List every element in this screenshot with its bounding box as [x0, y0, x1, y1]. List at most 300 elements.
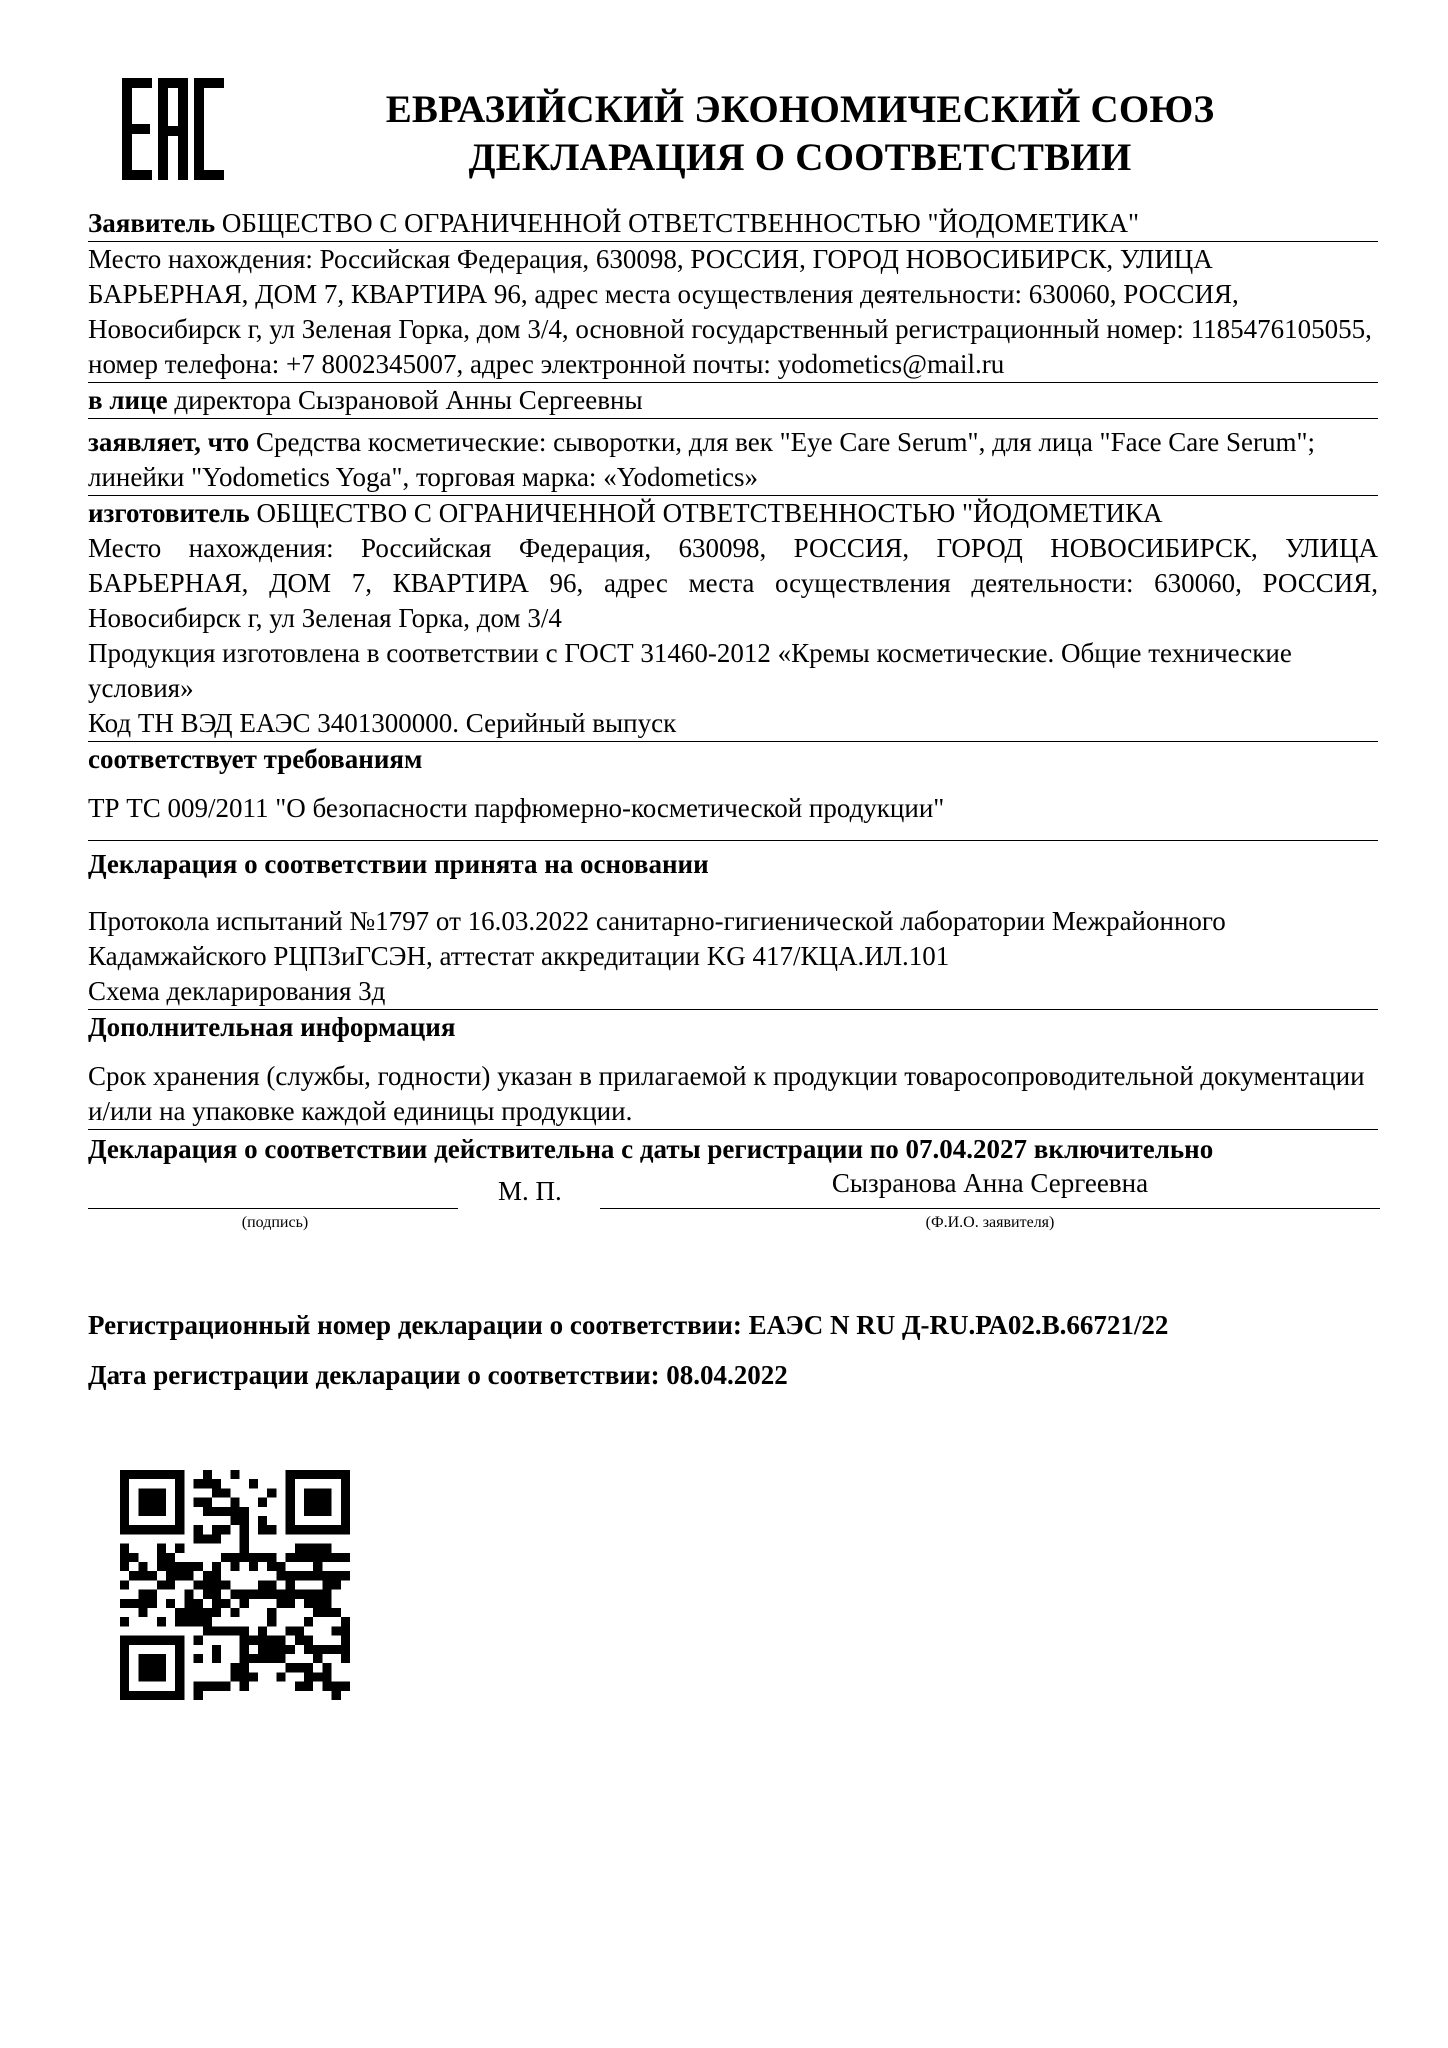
- qr-module: [313, 1599, 322, 1608]
- qr-module: [175, 1663, 184, 1672]
- qr-module: [203, 1479, 212, 1488]
- qr-module: [148, 1525, 157, 1534]
- qr-module: [157, 1663, 166, 1672]
- qr-module: [267, 1636, 276, 1645]
- qr-module: [313, 1488, 322, 1497]
- qr-module: [240, 1516, 249, 1525]
- qr-module: [148, 1470, 157, 1479]
- qr-module: [194, 1479, 203, 1488]
- qr-module: [175, 1562, 184, 1571]
- applicant-name-row: [88, 206, 1378, 242]
- qr-module: [120, 1580, 129, 1589]
- qr-module: [148, 1672, 157, 1681]
- qr-code: [120, 1470, 350, 1700]
- qr-module: [341, 1654, 350, 1663]
- qr-module: [295, 1636, 304, 1645]
- qr-module: [129, 1691, 138, 1700]
- applicant-label: Заявитель: [88, 208, 216, 238]
- qr-module: [148, 1599, 157, 1608]
- qr-module: [286, 1507, 295, 1516]
- qr-module: [221, 1507, 230, 1516]
- qr-module: [194, 1498, 203, 1507]
- qr-module: [322, 1544, 331, 1553]
- basis-label-text: Декларация о соответствии принята на основании: [88, 849, 709, 879]
- qr-module: [138, 1562, 147, 1571]
- qr-module: [184, 1562, 193, 1571]
- qr-module: [313, 1654, 322, 1663]
- qr-module: [304, 1590, 313, 1599]
- qr-module: [240, 1626, 249, 1635]
- qr-module: [221, 1626, 230, 1635]
- qr-module: [157, 1617, 166, 1626]
- qr-module: [221, 1553, 230, 1562]
- qr-module: [157, 1562, 166, 1571]
- qr-module: [175, 1488, 184, 1497]
- qr-module: [175, 1654, 184, 1663]
- qr-module: [230, 1516, 239, 1525]
- qr-module: [240, 1663, 249, 1672]
- manufacturer-name-row: [88, 496, 1378, 531]
- qr-module: [249, 1672, 258, 1681]
- qr-module: [194, 1580, 203, 1589]
- basis-label: [88, 847, 1378, 882]
- qr-module: [175, 1645, 184, 1654]
- qr-module: [332, 1682, 341, 1691]
- qr-module: [230, 1590, 239, 1599]
- qr-module: [267, 1645, 276, 1654]
- qr-module: [341, 1571, 350, 1580]
- applicant-name: ОБЩЕСТВО С ОГРАНИЧЕННОЙ ОТВЕТСТВЕННОСТЬЮ "ЙОДОМЕТИКА": [221, 208, 1140, 238]
- qr-module: [212, 1488, 221, 1497]
- qr-module: [267, 1590, 276, 1599]
- qr-module: [341, 1507, 350, 1516]
- qr-module: [166, 1691, 175, 1700]
- manufacturer-address: Место нахождения: Российская Федерация, 630098, РОССИЯ, ГОРОД НОВОСИБИРСК, УЛИЦА БАРЬЕРНАЯ, ДОМ 7, КВАРТИРА 96, адрес места осуществления деятельности: 630060, РОССИЯ, Новосибирск г, ул Зеленая Горка, дом 3/4: [88, 533, 1378, 633]
- qr-module: [230, 1507, 239, 1516]
- qr-module: [304, 1682, 313, 1691]
- represented-by-row: [88, 383, 1378, 419]
- qr-module: [295, 1553, 304, 1562]
- qr-module: [267, 1580, 276, 1589]
- qr-module: [194, 1617, 203, 1626]
- qr-module: [194, 1608, 203, 1617]
- qr-module: [120, 1507, 129, 1516]
- qr-module: [267, 1525, 276, 1534]
- qr-module: [120, 1525, 129, 1534]
- validity-statement: Декларация о соответствии действительна с даты регистрации по 07.04.2027 включительно: [88, 1134, 1214, 1164]
- qr-module: [138, 1599, 147, 1608]
- qr-module: [120, 1672, 129, 1681]
- qr-module: [286, 1525, 295, 1534]
- qr-module: [304, 1507, 313, 1516]
- qr-module: [267, 1562, 276, 1571]
- qr-module: [304, 1663, 313, 1672]
- qr-module: [221, 1488, 230, 1497]
- qr-module: [194, 1599, 203, 1608]
- qr-module: [249, 1636, 258, 1645]
- qr-module: [313, 1470, 322, 1479]
- requirements-label-text: соответствует требованиям: [88, 744, 423, 774]
- qr-module: [166, 1470, 175, 1479]
- qr-module: [304, 1617, 313, 1626]
- requirements-label: [88, 742, 1378, 777]
- qr-module: [258, 1553, 267, 1562]
- qr-module: [175, 1636, 184, 1645]
- qr-module: [258, 1590, 267, 1599]
- qr-module: [332, 1525, 341, 1534]
- qr-module: [194, 1534, 203, 1543]
- title-line-2: ДЕКЛАРАЦИЯ О СООТВЕТСТВИИ: [468, 136, 1132, 179]
- requirements-text: ТР ТС 009/2011 "О безопасности парфюмерно-косметической продукции": [88, 791, 1378, 841]
- qr-module: [184, 1590, 193, 1599]
- qr-module: [313, 1590, 322, 1599]
- qr-module: [295, 1682, 304, 1691]
- qr-module: [249, 1654, 258, 1663]
- qr-module: [175, 1507, 184, 1516]
- qr-module: [267, 1553, 276, 1562]
- qr-module: [138, 1691, 147, 1700]
- qr-module: [148, 1488, 157, 1497]
- qr-module: [240, 1590, 249, 1599]
- qr-module: [304, 1571, 313, 1580]
- qr-module: [203, 1507, 212, 1516]
- qr-module: [221, 1580, 230, 1589]
- qr-module: [157, 1654, 166, 1663]
- qr-module: [194, 1691, 203, 1700]
- qr-module: [286, 1516, 295, 1525]
- registration-date: Дата регистрации декларации о соответствии: 08.04.2022: [88, 1360, 788, 1390]
- qr-module: [175, 1571, 184, 1580]
- qr-module: [157, 1636, 166, 1645]
- qr-module: [322, 1663, 331, 1672]
- applicant-address-text: Место нахождения: Российская Федерация, 630098, РОССИЯ, ГОРОД НОВОСИБИРСК, УЛИЦА БАРЬЕРНАЯ, ДОМ 7, КВАРТИРА 96, адрес места осуществления деятельности: 630060, РОССИЯ, Новосибирск г, ул Зеленая Горка, дом 3/4, основной государственный регистрационный номер: 1185476105055, номер телефона: +7 8002345007, адрес электронной почты: yodometics@mail.ru: [88, 244, 1372, 379]
- qr-module: [341, 1553, 350, 1562]
- qr-module: [267, 1617, 276, 1626]
- qr-module: [203, 1608, 212, 1617]
- qr-module: [313, 1544, 322, 1553]
- qr-module: [203, 1626, 212, 1635]
- qr-module: [286, 1599, 295, 1608]
- qr-module: [138, 1488, 147, 1497]
- qr-module: [286, 1553, 295, 1562]
- qr-module: [129, 1636, 138, 1645]
- qr-module: [157, 1498, 166, 1507]
- qr-module: [175, 1617, 184, 1626]
- qr-module: [157, 1672, 166, 1681]
- qr-module: [138, 1663, 147, 1672]
- qr-module: [157, 1580, 166, 1589]
- qr-module: [313, 1672, 322, 1681]
- qr-module: [166, 1553, 175, 1562]
- qr-module: [341, 1470, 350, 1479]
- qr-module: [322, 1470, 331, 1479]
- qr-module: [304, 1672, 313, 1681]
- qr-module: [240, 1525, 249, 1534]
- qr-module: [304, 1645, 313, 1654]
- qr-module: [138, 1498, 147, 1507]
- document-title: [270, 86, 1330, 182]
- qr-module: [138, 1636, 147, 1645]
- qr-module: [175, 1608, 184, 1617]
- qr-module: [184, 1617, 193, 1626]
- qr-module: [286, 1645, 295, 1654]
- qr-module: [166, 1636, 175, 1645]
- applicant-address: [88, 242, 1378, 383]
- qr-module: [203, 1580, 212, 1589]
- qr-module: [258, 1516, 267, 1525]
- manufacturer-code: Код ТН ВЭД ЕАЭС 3401300000. Серийный выпуск: [88, 708, 677, 738]
- qr-module: [166, 1571, 175, 1580]
- qr-module: [212, 1534, 221, 1543]
- qr-module: [341, 1525, 350, 1534]
- declares-text: Средства косметические: сыворотки, для век "Eye Care Serum", для лица "Face Care Serum"; линейки "Yodometics Yoga", торговая марка: «Yodometics»: [88, 427, 1316, 492]
- qr-module: [120, 1553, 129, 1562]
- qr-module: [322, 1599, 331, 1608]
- qr-module: [175, 1672, 184, 1681]
- basis-text: Протокола испытаний №1797 от 16.03.2022 санитарно-гигиенической лаборатории Межрайонного Кадамжайского РЦПЗиГСЭН, аттестат аккредитации KG 417/КЦА.ИЛ.101: [88, 906, 1226, 971]
- manufacturer-label: изготовитель: [88, 498, 250, 528]
- qr-module: [230, 1470, 239, 1479]
- qr-module: [258, 1636, 267, 1645]
- qr-module: [212, 1571, 221, 1580]
- qr-module: [212, 1525, 221, 1534]
- qr-module: [138, 1507, 147, 1516]
- qr-module: [322, 1682, 331, 1691]
- qr-module: [212, 1580, 221, 1589]
- qr-module: [194, 1682, 203, 1691]
- qr-module: [258, 1580, 267, 1589]
- qr-module: [175, 1498, 184, 1507]
- qr-module: [332, 1608, 341, 1617]
- qr-module: [276, 1599, 285, 1608]
- qr-module: [175, 1470, 184, 1479]
- qr-module: [276, 1672, 285, 1681]
- qr-module: [313, 1562, 322, 1571]
- qr-module: [184, 1608, 193, 1617]
- qr-module: [286, 1663, 295, 1672]
- qr-module: [203, 1470, 212, 1479]
- qr-module: [322, 1580, 331, 1589]
- qr-module: [249, 1562, 258, 1571]
- manufacturer-section: [88, 496, 1378, 742]
- qr-module: [304, 1498, 313, 1507]
- qr-module: [203, 1617, 212, 1626]
- qr-module: [332, 1626, 341, 1635]
- qr-module: [332, 1553, 341, 1562]
- qr-module: [175, 1525, 184, 1534]
- additional-label: [88, 1010, 1378, 1045]
- qr-module: [148, 1654, 157, 1663]
- qr-module: [212, 1590, 221, 1599]
- qr-module: [341, 1488, 350, 1497]
- qr-module: [148, 1507, 157, 1516]
- qr-module: [304, 1553, 313, 1562]
- qr-module: [166, 1562, 175, 1571]
- qr-module: [184, 1599, 193, 1608]
- qr-module: [148, 1691, 157, 1700]
- qr-module: [129, 1553, 138, 1562]
- qr-module: [341, 1645, 350, 1654]
- qr-module: [148, 1571, 157, 1580]
- qr-module: [120, 1599, 129, 1608]
- qr-module: [221, 1525, 230, 1534]
- qr-module: [332, 1580, 341, 1589]
- qr-module: [120, 1654, 129, 1663]
- qr-module: [221, 1599, 230, 1608]
- qr-module: [184, 1571, 193, 1580]
- qr-module: [322, 1590, 331, 1599]
- qr-module: [249, 1479, 258, 1488]
- qr-module: [157, 1691, 166, 1700]
- qr-module: [295, 1470, 304, 1479]
- qr-module: [212, 1654, 221, 1663]
- qr-module: [166, 1599, 175, 1608]
- signature-line: [88, 1208, 458, 1209]
- qr-module: [332, 1645, 341, 1654]
- qr-module: [322, 1507, 331, 1516]
- qr-module: [240, 1507, 249, 1516]
- qr-module: [138, 1590, 147, 1599]
- eac-logo: [122, 78, 224, 180]
- qr-module: [175, 1479, 184, 1488]
- qr-module: [138, 1672, 147, 1681]
- represented-by-label: в лице: [88, 385, 168, 415]
- qr-module: [212, 1645, 221, 1654]
- qr-module: [230, 1672, 239, 1681]
- name-line: [600, 1208, 1380, 1209]
- signatory-name: Сызранова Анна Сергеевна: [831, 1168, 1149, 1198]
- qr-module: [203, 1534, 212, 1543]
- qr-module: [120, 1663, 129, 1672]
- qr-module: [240, 1534, 249, 1543]
- qr-module: [120, 1544, 129, 1553]
- qr-module: [240, 1599, 249, 1608]
- qr-module: [129, 1470, 138, 1479]
- qr-module: [240, 1654, 249, 1663]
- qr-module: [304, 1599, 313, 1608]
- additional-label-text: Дополнительная информация: [88, 1012, 456, 1042]
- qr-module: [129, 1571, 138, 1580]
- qr-module: [322, 1498, 331, 1507]
- qr-module: [286, 1498, 295, 1507]
- qr-module: [212, 1599, 221, 1608]
- qr-module: [148, 1636, 157, 1645]
- qr-module: [203, 1590, 212, 1599]
- qr-module: [120, 1691, 129, 1700]
- qr-module: [120, 1562, 129, 1571]
- qr-module: [341, 1636, 350, 1645]
- qr-module: [286, 1580, 295, 1589]
- qr-module: [249, 1590, 258, 1599]
- registration-number: Регистрационный номер декларации о соответствии: ЕАЭС N RU Д-RU.РА02.В.66721/22: [88, 1310, 1169, 1340]
- qr-module: [157, 1553, 166, 1562]
- qr-module: [276, 1590, 285, 1599]
- qr-module: [157, 1544, 166, 1553]
- qr-module: [341, 1626, 350, 1635]
- qr-module: [138, 1525, 147, 1534]
- qr-module: [304, 1544, 313, 1553]
- qr-module: [276, 1645, 285, 1654]
- qr-module: [267, 1488, 276, 1497]
- qr-module: [322, 1525, 331, 1534]
- qr-module: [157, 1488, 166, 1497]
- qr-module: [157, 1507, 166, 1516]
- qr-module: [175, 1682, 184, 1691]
- qr-module: [129, 1525, 138, 1534]
- qr-module: [230, 1498, 239, 1507]
- qr-module: [295, 1626, 304, 1635]
- qr-module: [138, 1608, 147, 1617]
- qr-module: [157, 1470, 166, 1479]
- qr-module: [341, 1682, 350, 1691]
- qr-module: [313, 1553, 322, 1562]
- qr-module: [138, 1470, 147, 1479]
- basis-scheme: Схема декларирования 3д: [88, 976, 386, 1006]
- manufacturer-standard: Продукция изготовлена в соответствии с ГОСТ 31460-2012 «Кремы косметические. Общие технические условия»: [88, 638, 1292, 703]
- qr-module: [120, 1645, 129, 1654]
- qr-module: [341, 1479, 350, 1488]
- additional-text: Срок хранения (службы, годности) указан в прилагаемой к продукции товаросопроводительной документации и/или на упаковке каждой единицы продукции.: [88, 1059, 1378, 1130]
- qr-module: [295, 1590, 304, 1599]
- qr-module: [304, 1636, 313, 1645]
- qr-module: [166, 1580, 175, 1589]
- qr-module: [313, 1571, 322, 1580]
- qr-module: [258, 1654, 267, 1663]
- qr-module: [175, 1691, 184, 1700]
- qr-module: [138, 1654, 147, 1663]
- qr-module: [286, 1488, 295, 1497]
- represented-by-text: директора Сызрановой Анны Сергеевны: [174, 385, 643, 415]
- qr-module: [230, 1608, 239, 1617]
- qr-module: [120, 1682, 129, 1691]
- qr-module: [258, 1525, 267, 1534]
- qr-module: [175, 1544, 184, 1553]
- qr-module: [148, 1590, 157, 1599]
- title-line-1: ЕВРАЗИЙСКИЙ ЭКОНОМИЧЕСКИЙ СОЮЗ: [385, 88, 1215, 131]
- qr-module: [276, 1636, 285, 1645]
- basis-section: [88, 904, 1378, 1010]
- qr-module: [120, 1488, 129, 1497]
- declares-row: [88, 425, 1378, 496]
- declaration-body: [88, 206, 1378, 1167]
- qr-module: [341, 1516, 350, 1525]
- qr-module: [240, 1682, 249, 1691]
- qr-module: [138, 1571, 147, 1580]
- qr-module: [212, 1626, 221, 1635]
- qr-module: [295, 1544, 304, 1553]
- qr-module: [267, 1654, 276, 1663]
- qr-module: [332, 1571, 341, 1580]
- qr-module: [221, 1682, 230, 1691]
- qr-module: [194, 1636, 203, 1645]
- qr-module: [194, 1654, 203, 1663]
- qr-module: [120, 1636, 129, 1645]
- qr-module: [286, 1571, 295, 1580]
- qr-module: [322, 1488, 331, 1497]
- qr-module: [212, 1682, 221, 1691]
- qr-module: [120, 1617, 129, 1626]
- qr-module: [322, 1608, 331, 1617]
- qr-module: [267, 1608, 276, 1617]
- qr-module: [276, 1562, 285, 1571]
- qr-module: [120, 1479, 129, 1488]
- qr-module: [194, 1525, 203, 1534]
- qr-module: [120, 1470, 129, 1479]
- qr-module: [258, 1645, 267, 1654]
- name-caption: (Ф.И.О. заявителя): [925, 1214, 1055, 1231]
- qr-module: [276, 1571, 285, 1580]
- qr-module: [286, 1470, 295, 1479]
